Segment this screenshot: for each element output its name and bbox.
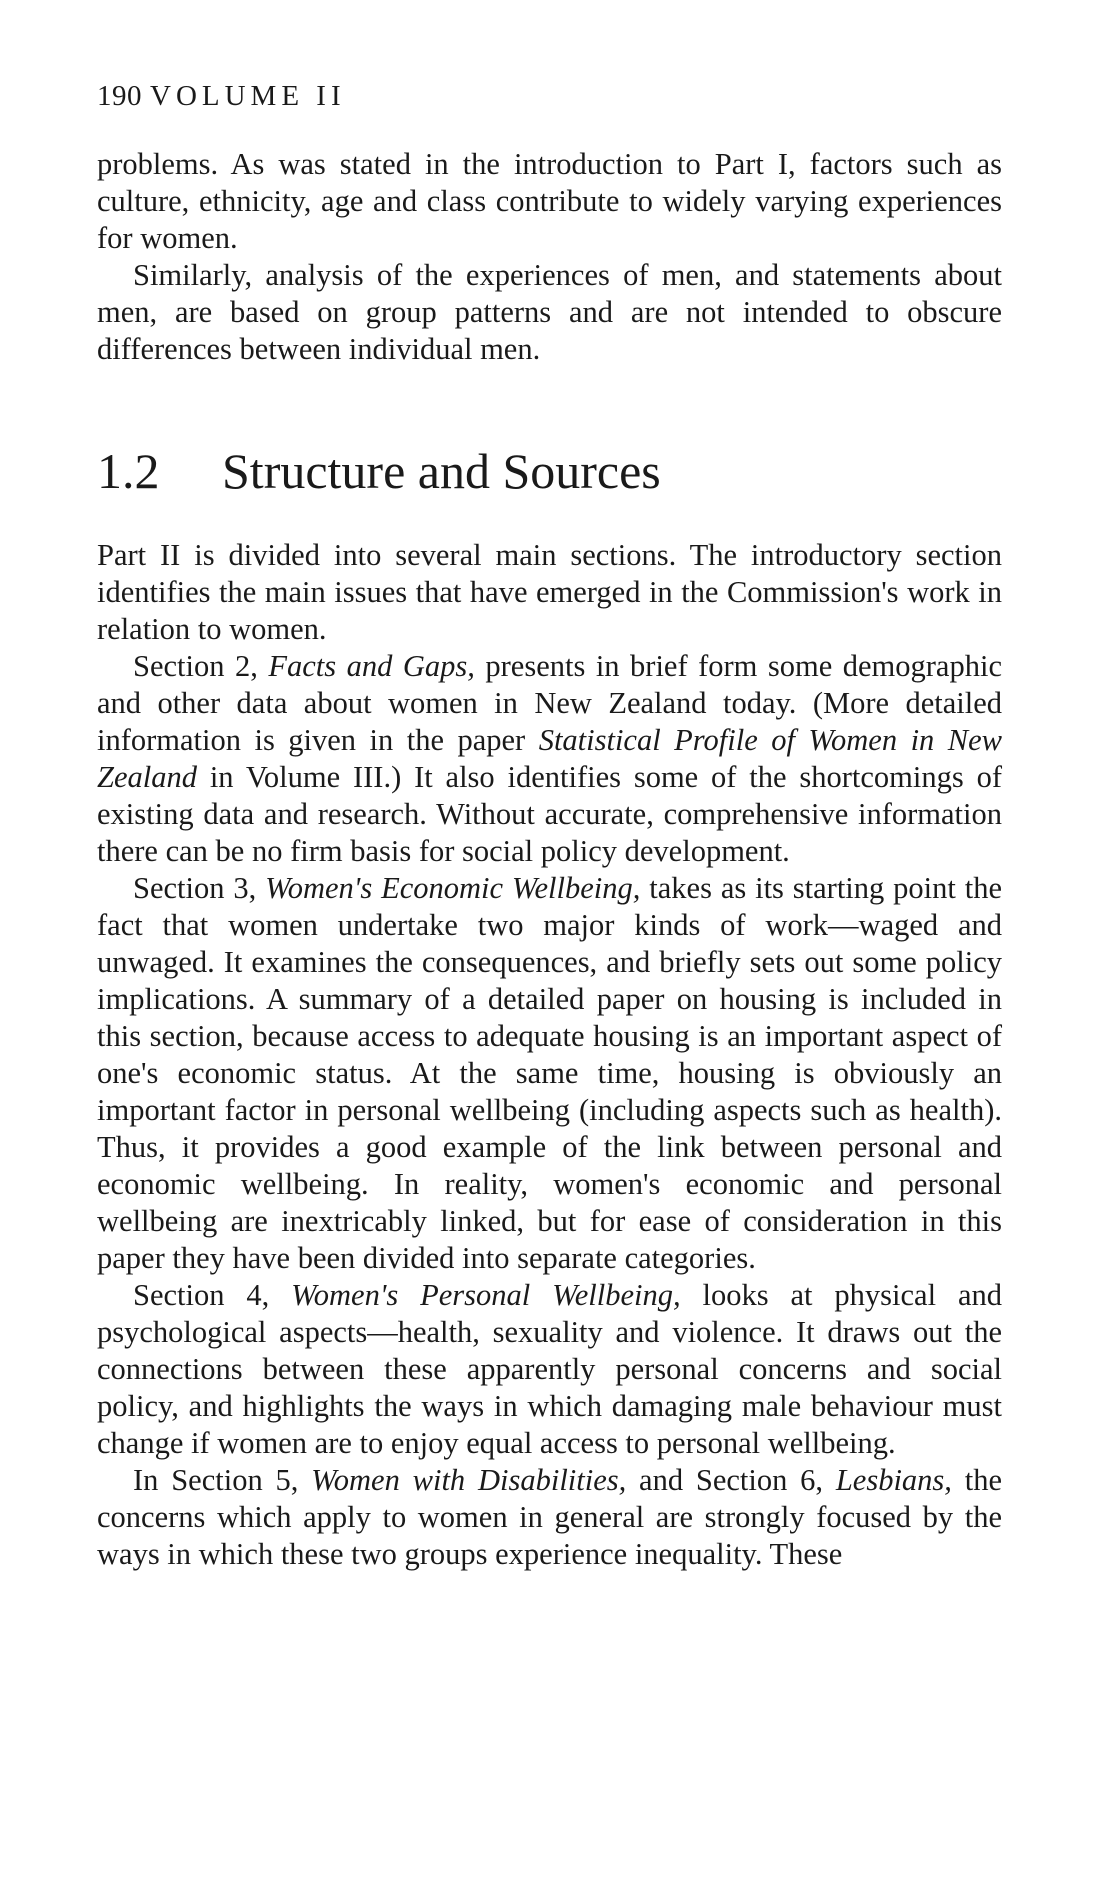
text-run: Section 3, [133,871,266,905]
continued-paragraph: problems. As was stated in the introduction to Part I, factors such as culture, ethnicity, age and class contribute to widely varying experiences for women. [97,147,1002,255]
main-text-block [97,537,1002,1573]
text-run: takes as its starting point the fact that women undertake two major kinds of work—waged and unwaged. It examines the consequences, and briefly sets out some policy implications. A summary of a detailed paper on housing is included in this section, because access to adequate housing is an important aspect of one's economic status. At the same time, housing is obviously an important factor in personal wellbeing (including aspects such as health). Thus, it provides a good example of the link between personal and economic wellbeing. In reality, women's economic and personal wellbeing are inextricably linked, but for ease of consideration in this paper they have been divided into separate categories. [97,871,1002,1275]
text-run: in Volume III.) It also identifies some of the shortcomings of existing data and research. Without accurate, comprehensive information there can be no firm basis for social policy development. [97,760,1002,868]
volume-label: VOLUME II [150,80,346,112]
paragraph-part-ii: Part II is divided into several main sections. The introductory section identifies the main issues that have emerged in the Commission's work in relation to women. [97,538,1002,646]
text-run: and Section 6, [626,1463,836,1497]
page-number: 190 [97,80,142,112]
paragraph-section-4 [97,1277,1002,1462]
italic-title: Statistical Profile of Women in New Zealand [97,723,1002,794]
text-run: looks at physical and psychological aspects—health, sexuality and violence. It draws out the connections between these apparently personal concerns and social policy, and highlights the ways in which damaging male behaviour must change if women are to enjoy equal access to personal wellbeing. [97,1278,1002,1460]
section-title: Structure and Sources [222,443,661,499]
italic-title: Lesbians, [835,1463,952,1497]
text-run: Section 2, [133,649,269,683]
paragraph-section-2 [97,648,1002,870]
section-heading [97,442,661,500]
top-text-block [97,146,1002,368]
text-run: In Section 5, [133,1463,312,1497]
text-run: Section 4, [133,1278,292,1312]
italic-title: Facts and Gaps, [268,649,475,683]
text-run: presents in brief form some demographic and other data about women in New Zealand today. (More detailed information is given in the paper [97,649,1002,757]
italic-title: Women's Personal Wellbeing, [291,1278,681,1312]
italic-title: Women's Economic Wellbeing, [265,871,641,905]
paragraph-section-5-6 [97,1462,1002,1573]
running-head [97,80,346,113]
paragraph-section-3 [97,870,1002,1277]
paragraph-similarly: Similarly, analysis of the experiences of men, and statements about men, are based on group patterns and are not intended to obscure differences between individual men. [97,258,1002,366]
text-run: the concerns which apply to women in general are strongly focused by the ways in which these two groups experience inequality. These [97,1463,1002,1571]
section-number: 1.2 [97,443,160,499]
italic-title: Women with Disabilities, [311,1463,627,1497]
